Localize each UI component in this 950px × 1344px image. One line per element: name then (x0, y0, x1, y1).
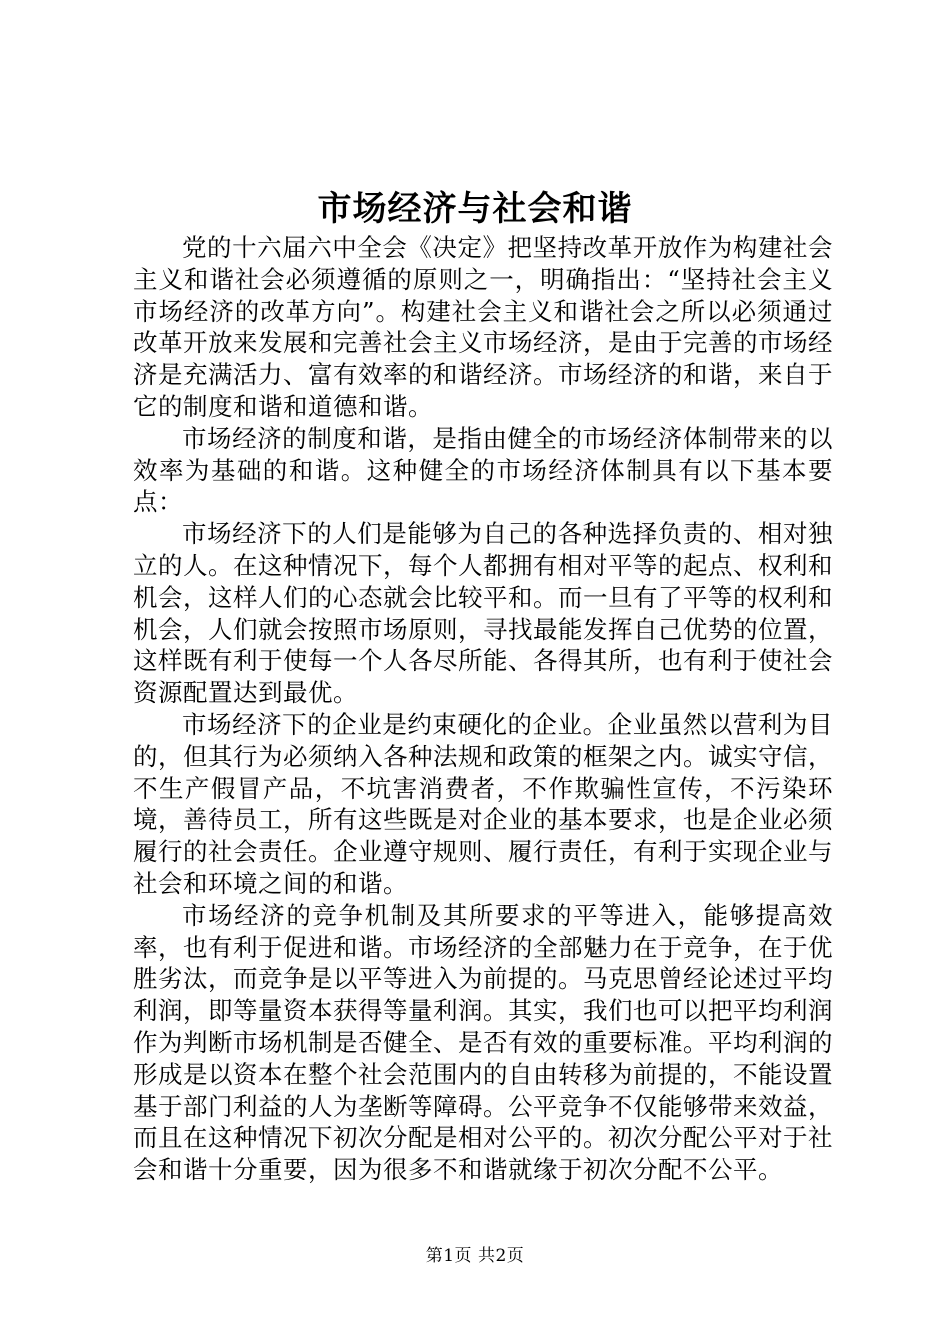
paragraph: 党的十六届六中全会《决定》把坚持改革开放作为构建社会主义和谐社会必须遵循的原则之一，明确指出：“坚持社会主义市场经济的改革方向”。构建社会主义和谐社会之所以必须通过改革开放来发展和完善社会主义市场经济，是由于完善的市场经济是充满活力、富有效率的和谐经济。市场经济的和谐，来自于它的制度和谐和道德和谐。 (133, 233, 833, 421)
paragraph: 市场经济下的人们是能够为自己的各种选择负责的、相对独立的人。在这种情况下，每个人都拥有相对平等的起点、权利和机会，这样人们的心态就会比较平和。而一旦有了平等的权利和机会，人们就会按照市场原则，寻找最能发挥自己优势的位置，这样既有利于使每一个人各尽所能、各得其所，也有利于使社会资源配置达到最优。 (133, 519, 833, 708)
page-footer: 第1页 共2页 (425, 1246, 525, 1266)
document-body (133, 232, 833, 1186)
paragraph: 市场经济的竞争机制及其所要求的平等进入，能够提高效率，也有利于促进和谐。市场经济的全部魅力在于竞争，在于优胜劣汰，而竞争是以平等进入为前提的。马克思曾经论述过平均利润，即等量资本获得等量利润。其实，我们也可以把平均利润作为判断市场机制是否健全、是否有效的重要标准。平均利润的形成是以资本在整个社会范围内的自由转移为前提的，不能设置基于部门利益的人为垄断等障碍。公平竞争不仅能够带来效益，而且在这种情况下初次分配是相对公平的。初次分配公平对于社会和谐十分重要，因为很多不和谐就缘于初次分配不公平。 (133, 900, 833, 1185)
paragraph: 市场经济的制度和谐，是指由健全的市场经济体制带来的以效率为基础的和谐。这种健全的市场经济体制具有以下基本要点： (133, 423, 833, 517)
paragraph: 市场经济下的企业是约束硬化的企业。企业虽然以营利为目的，但其行为必须纳入各种法规和政策的框架之内。诚实守信，不生产假冒产品，不坑害消费者，不作欺骗性宣传，不污染环境，善待员工，所有这些既是对企业的基本要求，也是企业必须履行的社会责任。企业遵守规则、履行责任，有利于实现企业与社会和环境之间的和谐。 (133, 709, 833, 898)
document-title: 市场经济与社会和谐 (317, 189, 633, 229)
